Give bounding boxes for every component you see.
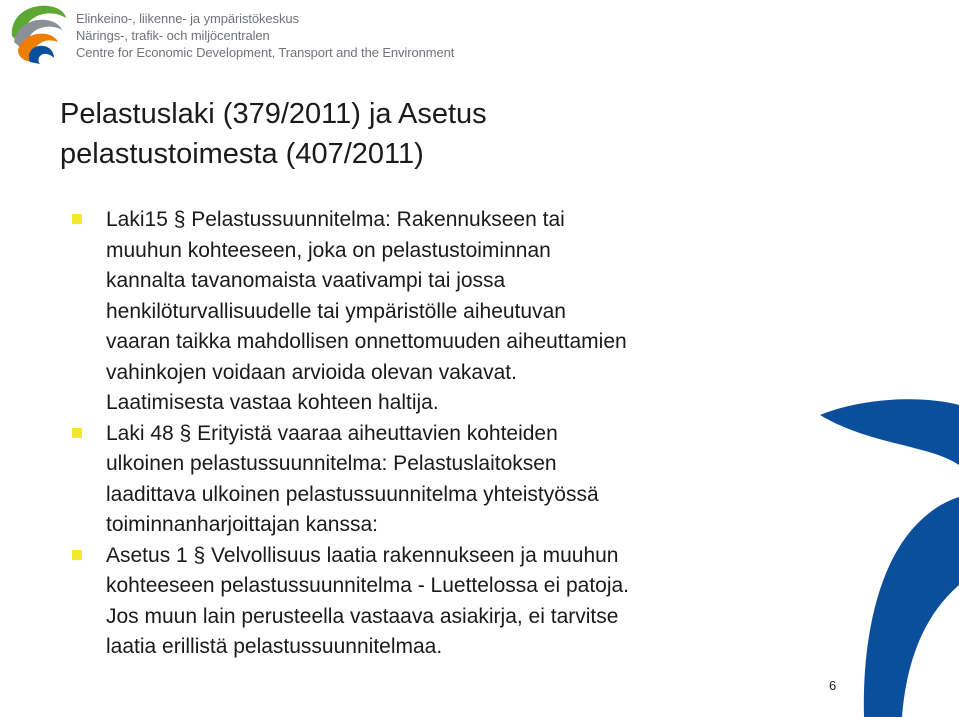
bullet-square-icon: [72, 550, 82, 560]
bullet-square-icon: [72, 214, 82, 224]
bullet-line: laatia erillistä pelastussuunnitelmaa.: [106, 635, 443, 658]
bullet-line: Jos muun lain perusteella vastaava asiakirja, ei tarvitse: [106, 604, 619, 628]
bullet-square-icon: [72, 428, 82, 438]
page-number: 6: [829, 678, 837, 693]
bullet-line: vaaran taikka mahdollisen onnettomuuden aiheuttamien: [106, 330, 627, 353]
bullet-line: Laki15 § Pelastussuunnitelma: Rakennukseen tai: [106, 208, 565, 231]
org-name-en: Centre for Economic Development, Transport and the Environment: [76, 45, 455, 60]
bullet-line: Laki 48 § Erityistä vaaraa aiheuttavien kohteiden: [106, 421, 558, 445]
bullet-line: muuhun kohteeseen, joka on pelastustoiminnan: [106, 238, 551, 262]
ely-centre-logo-icon: [4, 2, 66, 66]
slide-title: [60, 94, 487, 174]
bullet-item: [72, 419, 772, 541]
bullet-item: [72, 541, 772, 663]
bullet-line: toiminnanharjoittajan kanssa:: [106, 513, 378, 536]
bullet-line: laadittava ulkoinen pelastussuunnitelma yhteistyössä: [106, 482, 599, 506]
bullet-line: Laatimisesta vastaa kohteen haltija.: [106, 391, 439, 414]
bullet-line: ulkoinen pelastussuunnitelma: Pelastuslaitoksen: [106, 452, 557, 475]
bullet-line: henkilöturvallisuudelle tai ympäristölle aiheutuvan: [106, 299, 566, 323]
bullet-line: vahinkojen voidaan arvioida olevan vakavat.: [106, 360, 517, 384]
organization-name: [76, 10, 454, 61]
slide-title-line: pelastustoimesta (407/2011): [60, 138, 424, 170]
bullet-item: [72, 205, 772, 419]
slide-title-line: Pelastuslaki (379/2011) ja Asetus: [60, 98, 487, 130]
org-name-sv: Närings-, trafik- och miljöcentralen: [76, 28, 270, 43]
bullet-line: kannalta tavanomaista vaativampi tai jossa: [106, 269, 506, 292]
org-name-fi: Elinkeino-, liikenne- ja ympäristökeskus: [76, 11, 299, 26]
bullet-list: [72, 205, 772, 663]
bullet-line: Asetus 1 § Velvollisuus laatia rakennukseen ja muuhun: [106, 543, 619, 567]
decorative-swoosh-graphic: [810, 395, 959, 717]
bullet-line: kohteeseen pelastussuunnitelma - Luettelossa ei patoja.: [106, 574, 630, 597]
